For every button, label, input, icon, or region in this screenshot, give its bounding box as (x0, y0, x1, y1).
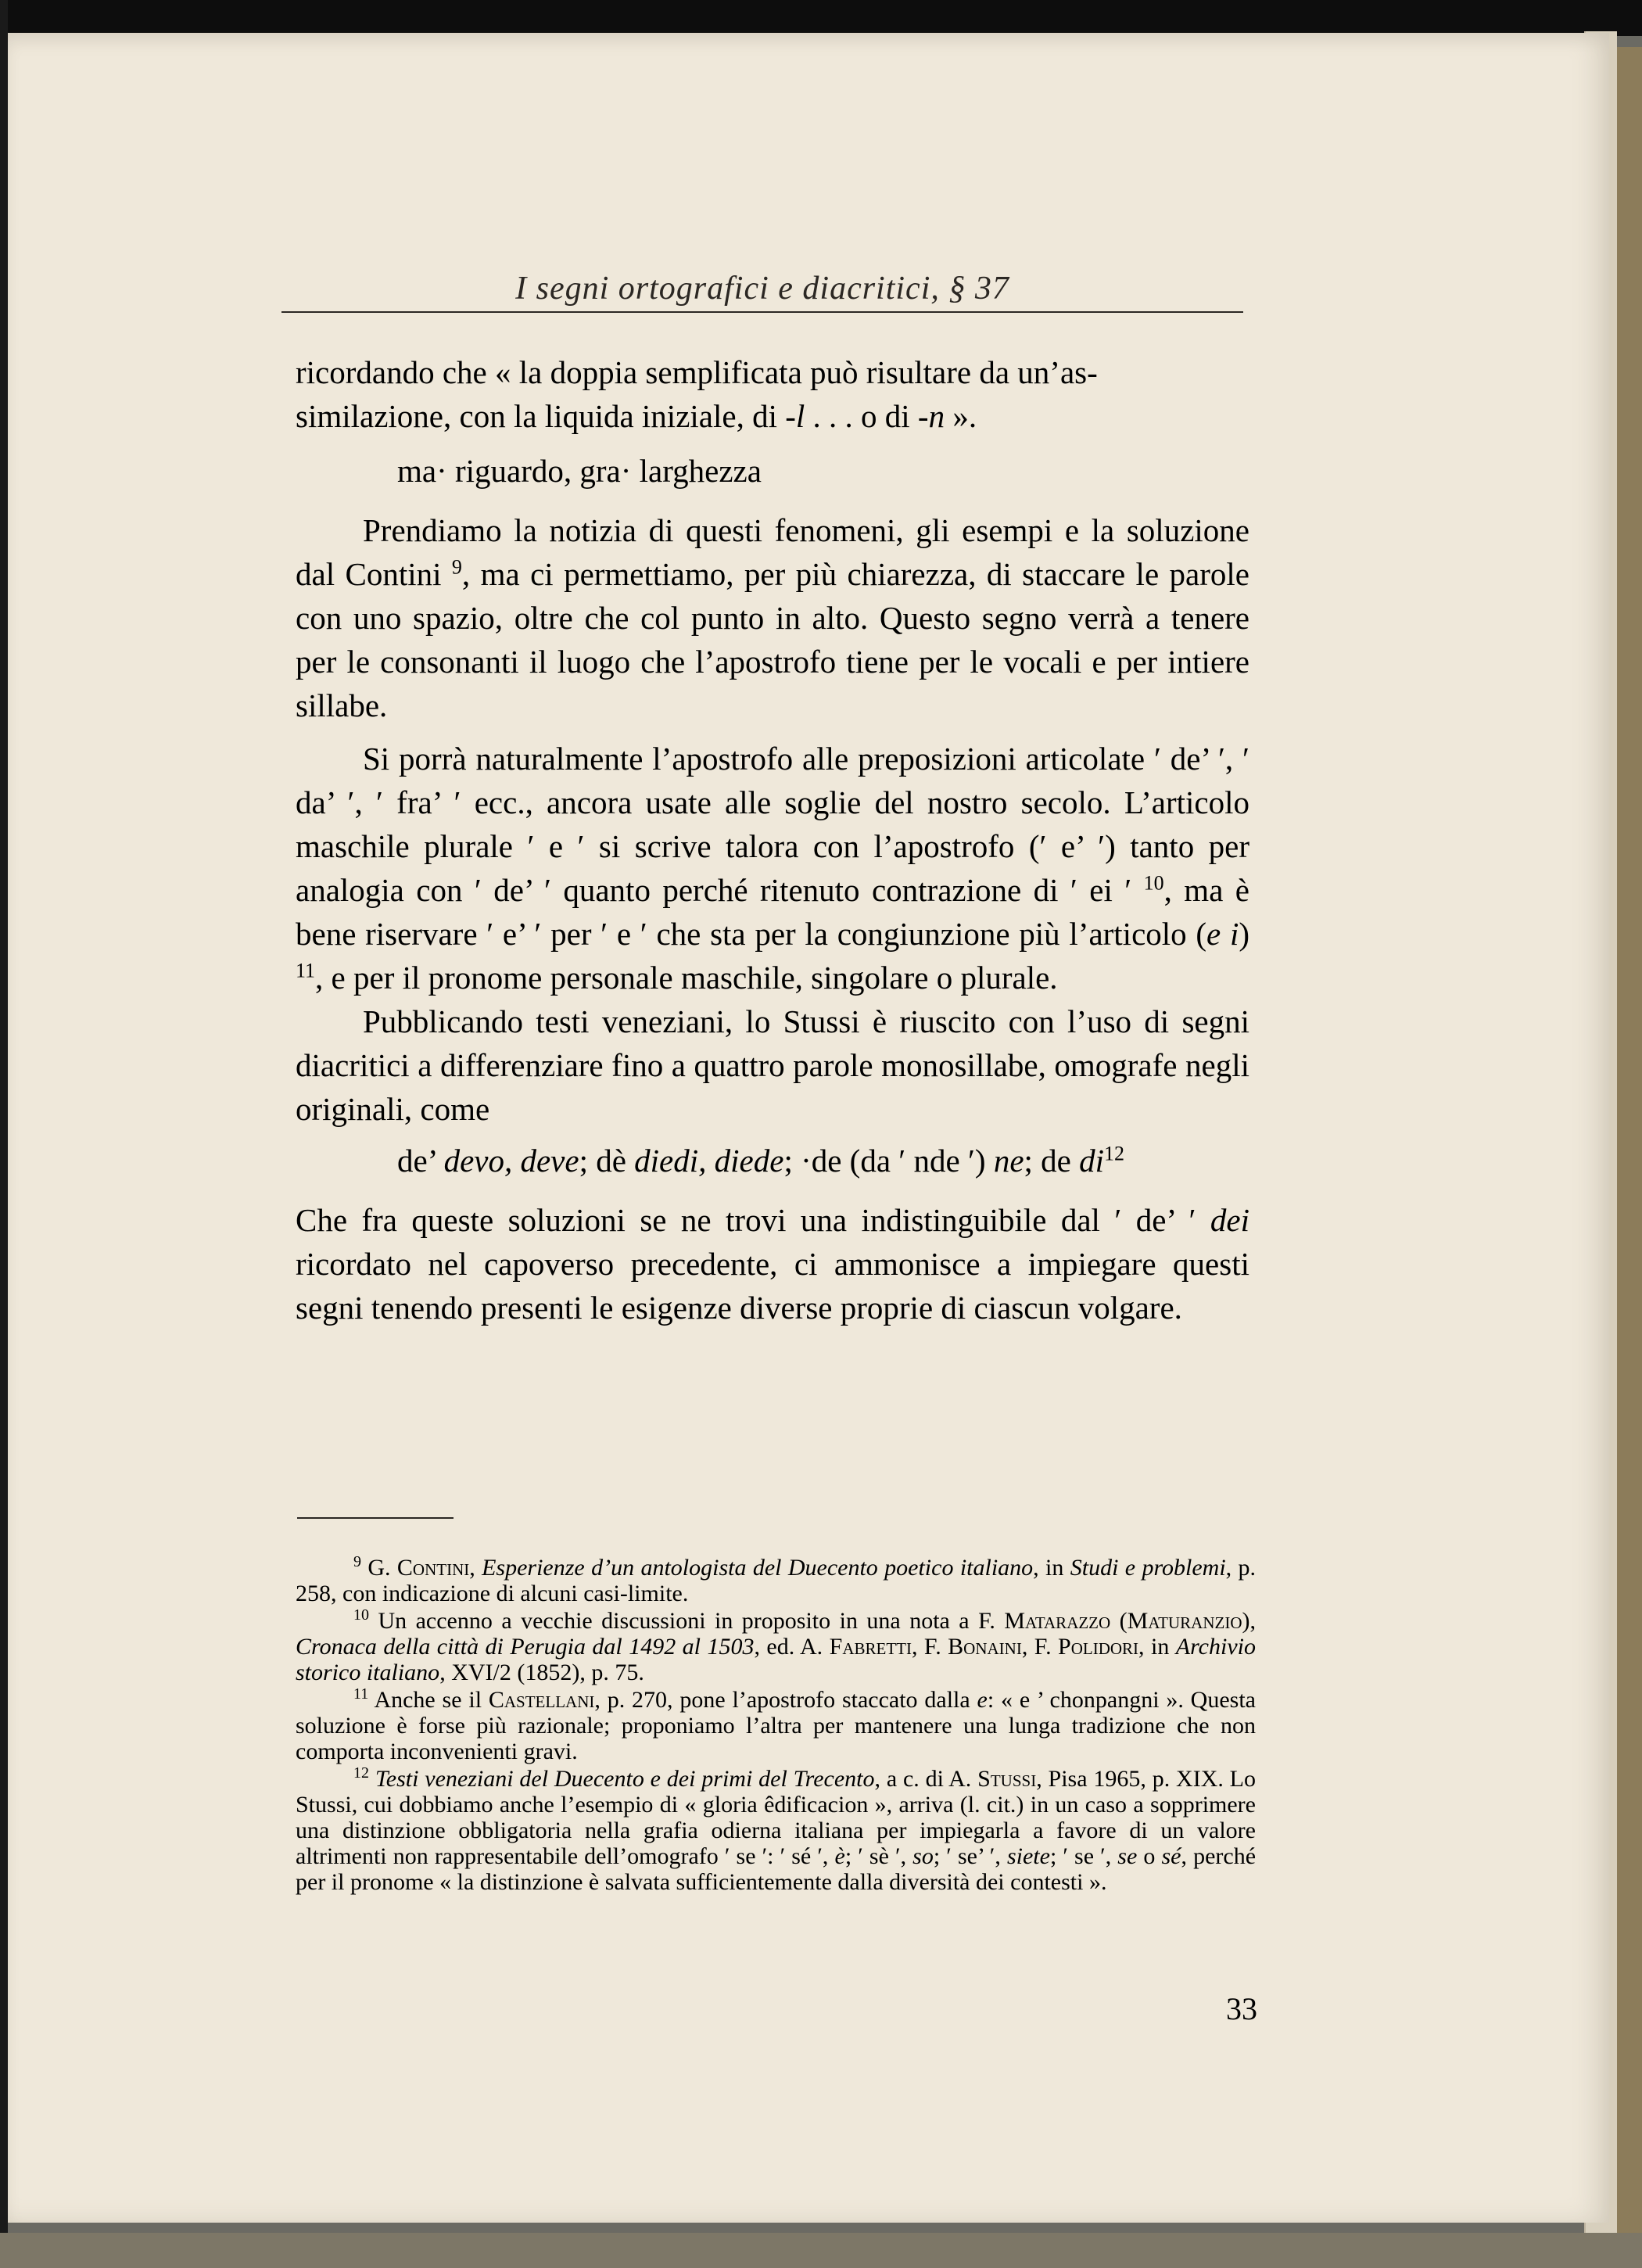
scan-border-left (0, 0, 8, 2268)
footnotes (296, 1555, 1256, 1897)
paragraph-5: Che fra queste soluzioni se ne trovi una indistinguibile dal ′ de’ ′ dei ricordato nel capoverso precedente, ci ammonisce a impiegare questi segni tenendo presenti le esigenze diverse proprie di ciascun volgare. (296, 1202, 1249, 1326)
footnote-10: $^{10}$ Un accenno a vecchie discussioni in proposito in una nota a F. Matarazzo (Maturanzio), Cronaca della città di Perugia dal 1492 al 1503, ed. A. Fabretti, F. Bonaini, F. Polidori, in Archivio storico italiano, XVI/2 (1852), p. 75. (296, 1606, 1256, 1685)
footnote-rule (297, 1517, 454, 1519)
example-1: ma· riguardo, gra· larghezza (397, 453, 762, 489)
header-rule (281, 311, 1243, 313)
body-text (296, 350, 1249, 1330)
paragraph-1: ricordando che « la doppia semplificata può risultare da un’as- similazione, con la liquida iniziale, di -l . . . o di -n ». (296, 354, 1098, 434)
footnote-ref-11: 11 (296, 959, 316, 982)
running-head: I segni ortografici e diacritici, § 37 (515, 271, 1009, 307)
footnote-12: $^{12}$ Testi veneziani del Duecento e dei primi del Trecento, a c. di A. Stussi, Pisa 1965, p. XIX. Lo Stussi, cui dobbiamo anche l’esempio di « gloria êdificacion », arriva (l. cit.) in un caso a sopprimere una distinzione obbligatoria nella grafia odierna italiana per impiegarla a favore di un valore altrimenti non rappresentabile dell’omografo ′ se ′: ′ sé ′, è; ′ sè ′, so; ′ se’ ′, siete; ′ se ′, se o sé, perché per il pronome « la distinzione è salvata sufficientemente dalla diversità dei contesti ». (296, 1764, 1257, 1895)
footnote-ref-9: 9 (451, 555, 462, 579)
footnote-11: $^{11}$ Anche se il Castellani, p. 270, pone l’apostrofo staccato dalla e: « e ’ chonpangni ». Questa soluzione è forse più razionale; proponiamo l’altra per mantenere una lunga tradizione che non comporta inconvenienti gravi. (296, 1685, 1256, 1764)
footnote-ref-12: 12 (1104, 1142, 1125, 1165)
example-2: de’ devo, deve; dè diedi, diede; ·de (da ′ nde ′) ne; de $di^{12}$ (397, 1142, 1125, 1179)
paragraph-4: Pubblicando testi veneziani, lo Stussi è riuscito con l’uso di segni diacritici a differenziare fino a quattro parole monosillabe, omografe negli originali, come (296, 1003, 1249, 1127)
scan-border-bottom (0, 2233, 1642, 2268)
page-number: 33 (1226, 1991, 1257, 2026)
book-cover-edge (1615, 47, 1642, 2268)
scan-border-top (0, 0, 1642, 36)
footnote-9: $^9$ G. Contini, Esperienze d’un antologista del Duecento poetico italiano, in Studi e problemi, p. 258, con indicazione di alcuni casi-limite. (296, 1553, 1257, 1606)
paragraph-3: Si porrà naturalmente l’apostrofo alle preposizioni articolate ′ de’ ′, ′ da’ ′, ′ fra’ ′ ecc., ancora usate alle soglie del nostro secolo. L’articolo maschile plurale ′ e ′ si scrive talora con l’apostrofo (′ e’ ′) tanto per analogia con ′ de’ ′ quanto perché ritenuto contrazione di ′ ei ′ $^{10}$, ma è bene riservare ′ e’ ′ per ′ e ′ che sta per la congiunzione più l’articolo (e i) $^{11}$, e per il pronome personale maschile, singolare o plurale. (296, 741, 1250, 996)
footnote-ref-10: 10 (1143, 871, 1164, 895)
paragraph-2: Prendiamo la notizia di questi fenomeni, gli esempi e la soluzione dal Contini $^9$, ma ci permettiamo, per più chiarezza, di staccare le parole con uno spazio, oltre che col punto in alto. Questo segno verrà a tenere per le consonanti il luogo che l’apostrofo tiene per le vocali e per intiere sillabe. (296, 512, 1249, 723)
